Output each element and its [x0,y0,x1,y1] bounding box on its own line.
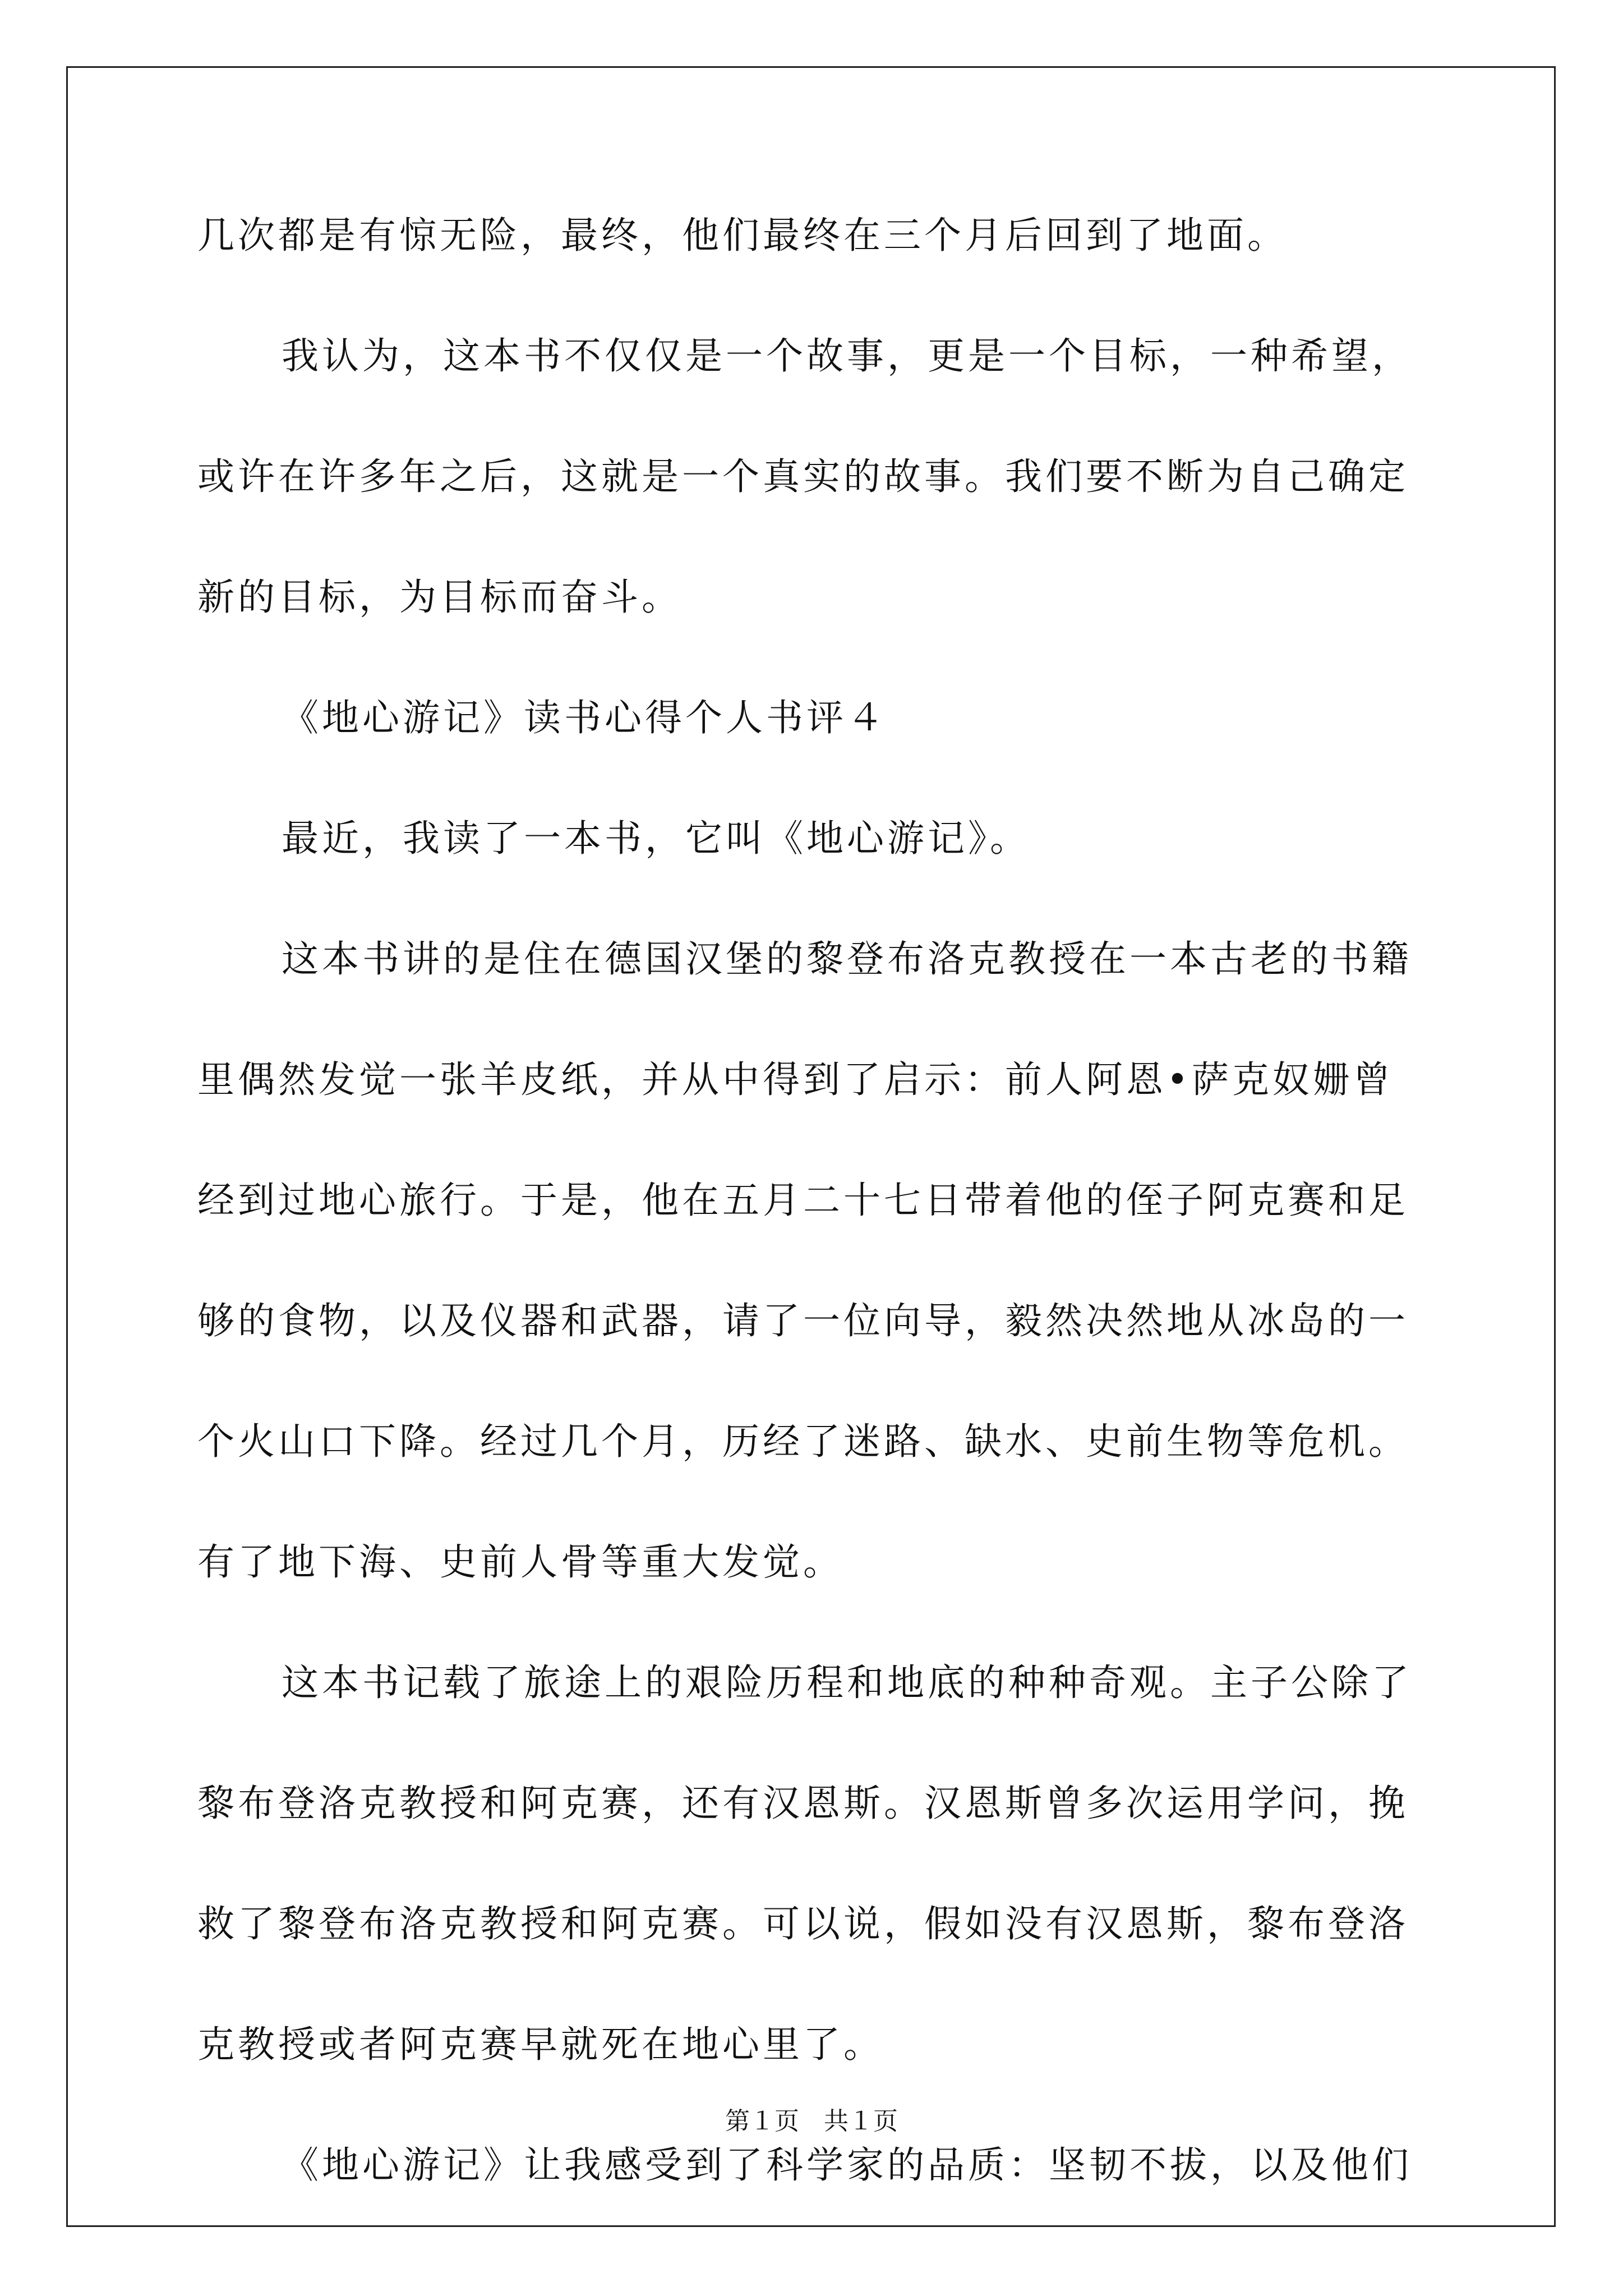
section-heading: 《地心游记》读书心得个人书评４ [282,696,887,739]
paragraph-start: 最近，我读了一本书，它叫《地心游记》。 [282,817,1030,860]
text-line: 或许在许多年之后，这就是一个真实的故事。我们要不断为自己确定 [197,455,1409,498]
text-line: 救了黎登布洛克教授和阿克赛。可以说，假如没有汉恩斯，黎布登洛 [197,1902,1409,1945]
text-line: 有了地下海、史前人骨等重大发觉。 [197,1540,843,1584]
text-line: 黎布登洛克教授和阿克赛，还有汉恩斯。汉恩斯曾多次运用学问，挽 [197,1782,1409,1825]
text-line: 几次都是有惊无险，最终，他们最终在三个月后回到了地面。 [197,214,1288,257]
paragraph-start: 这本书讲的是住在德国汉堡的黎登布洛克教授在一本古老的书籍 [282,937,1412,981]
text-line: 新的目标，为目标而奋斗。 [197,576,682,619]
paragraph-start: 这本书记载了旅途上的艰险历程和地底的种种奇观。主子公除了 [282,1661,1412,1704]
paragraph-start: 我认为，这本书不仅仅是一个故事，更是一个目标，一种希望， [282,334,1412,378]
document-body [197,208,1426,2258]
text-line: 克教授或者阿克赛早就死在地心里了。 [197,2023,884,2066]
text-line: 够的食物，以及仪器和武器，请了一位向导，毅然决然地从冰岛的一 [197,1299,1409,1342]
page-footer: 第１页 共１页 [725,2107,898,2136]
text-line: 里偶然发觉一张羊皮纸，并从中得到了启示：前人阿恩•萨克奴姗曾 [197,1058,1394,1101]
paragraph-start: 《地心游记》让我感受到了科学家的品质：坚韧不拔，以及他们 [282,2143,1412,2187]
text-line: 个火山口下降。经过几个月，历经了迷路、缺水、史前生物等危机。 [197,1420,1409,1463]
text-line: 经到过地心旅行。于是，他在五月二十七日带着他的侄子阿克赛和足 [197,1179,1409,1222]
